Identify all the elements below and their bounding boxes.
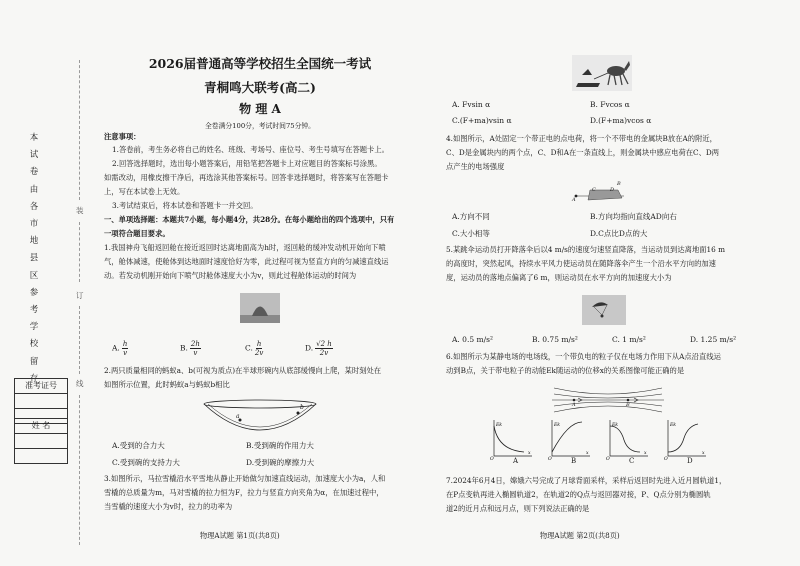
- seal-dashed-line: [79, 306, 80, 374]
- seal-dashed-line: [79, 395, 80, 545]
- note-1: 1.答卷前，考生务必将自己的姓名、班级、考场号、座位号、考生号填写在答题卡上。: [112, 145, 389, 154]
- binding-char: 试: [29, 150, 39, 161]
- exam-subtitle: 青桐鸣大联考(高二): [204, 80, 316, 95]
- graph-option-labels: [505, 457, 725, 467]
- notes-list: [104, 143, 422, 213]
- q5-option-b[interactable]: B. 0.75 m/s²: [532, 335, 578, 344]
- ant-a-mark: a: [236, 413, 240, 420]
- q4-label-b: B: [617, 181, 621, 187]
- page-2-footer: 物理A试题 第2页(共8页): [540, 531, 620, 540]
- binding-vertical-text: [27, 130, 41, 388]
- graph-label-b[interactable]: B: [571, 457, 577, 465]
- question-3-stem: 3.如图所示，马拉雪橇沿水平雪地从静止开始做匀加速直线运动，加速度大小为a，人和 雪橇的总质量为m，马对雪橇的拉力恒为F，拉力与竖直方向夹角为α，在加速过程中， 当雪橇的速度大小为v时，拉力的功率为: [104, 474, 386, 511]
- binding-char: 卷: [29, 167, 39, 178]
- parachute-photo: [582, 295, 626, 325]
- note-2: 2.回答选择题时，选出每小题答案后，用铅笔把答题卡上对应题目的答案标号涂黑。: [112, 159, 382, 168]
- score-note: 全卷满分100分，考试时间75分钟。: [205, 122, 315, 130]
- binding-char: 区: [29, 270, 39, 281]
- exam-number-label: 准考证号: [15, 379, 67, 394]
- horse-sleigh-figure: [572, 55, 632, 91]
- origin-label: O: [664, 457, 668, 460]
- q2-option-b[interactable]: B.受到碗的作用力大: [246, 441, 314, 450]
- q4-label-a: A: [572, 197, 576, 203]
- graph-label-a[interactable]: A: [513, 457, 519, 465]
- exam-title: 2026届普通高等学校招生全国统一考试: [148, 56, 372, 71]
- axis-x-label: x: [586, 451, 589, 456]
- question-4-stem: 4.如图所示，A处固定一个带正电的点电荷，将一个不带电的金属块B放在A的附近， C、D是金属块内的两个点，C、D和A在一条直线上，则金属块中感应电荷在C、D两 点产生的电场强度: [446, 134, 720, 171]
- q5-option-c[interactable]: C. 1 m/s²: [612, 335, 646, 344]
- binding-char: 参: [29, 287, 39, 298]
- axis-x-label: x: [644, 451, 647, 456]
- note-2-end: 上，写在本试卷上无效。: [104, 187, 185, 196]
- q4-option-b[interactable]: B.方向均指向直线AD向右: [590, 212, 677, 221]
- question-5-stem: 5.某跳伞运动员打开降落伞后以4 m/s的速度匀速竖直降落，当运动员到达离地面16 m 的高度时，突然起风，持续水平风力使运动员在随降落伞产生一个沿水平方向的加速 度，运动员的落地点偏离了6 m，则运动员在水平方向的加速度大小为: [446, 245, 726, 282]
- origin-label: O: [490, 457, 494, 460]
- q2-option-d[interactable]: D.受到碗的摩擦力大: [246, 458, 315, 467]
- question-2-stem: 2.两只质量相同的蚂蚁a、b(可视为质点)在半球形碗内从底部缓慢向上爬，某时刻处在 如图所示位置，此时蚂蚁a与蚂蚁b相比: [104, 366, 382, 389]
- q1-option-d[interactable]: D. $\frac{√2 h}{2v}$: [305, 340, 332, 357]
- ek-x-graphs: [490, 420, 730, 478]
- graph-curve: [668, 424, 698, 452]
- q4-option-c[interactable]: C.大小相等: [452, 229, 490, 238]
- q2-option-c[interactable]: C.受到碗的支持力大: [112, 458, 180, 467]
- name-label: 姓 名: [15, 419, 67, 434]
- q5-option-d[interactable]: D. 1.25 m/s²: [690, 335, 737, 344]
- binding-char: 存: [29, 373, 39, 384]
- name-box[interactable]: [14, 418, 68, 464]
- q3-option-d[interactable]: D.(F+ma)vcos α: [590, 116, 652, 125]
- capsule-photo: [240, 293, 280, 323]
- question-6-stem: 6.如图所示为某静电场的电场线，一个带负电的粒子仅在电场力作用下从A点沿直线运 动到B点，关于带电粒子的动能Ek随运动的位移x的关系图像可能正确的是: [446, 352, 721, 375]
- binding-char: 地: [29, 236, 39, 247]
- binding-char: 留: [29, 356, 39, 367]
- ek-x-graph-c: [606, 420, 650, 460]
- question-1-stem: 1.我国神舟飞船返回舱在接近返回时达离地面高为h时，返回舱的缓冲发动机开始向下喷 气，舱体减速，使舱体到达地面时速度恰好为零，此过程可视为竖直方向的匀减速直线运 动。若发动机刚开始向下喷气时舱体速度大小为v，则此过程舱体运动的时间为: [104, 243, 389, 280]
- seal-char-ding: 订: [76, 291, 84, 300]
- binding-char: 由: [29, 184, 39, 195]
- binding-char: 本: [29, 133, 39, 143]
- axis-x-label: x: [528, 451, 531, 456]
- graph-label-c[interactable]: C: [629, 457, 635, 465]
- subject-title: 物 理 A: [239, 102, 281, 116]
- q1-option-c[interactable]: C. $\frac{h}{2v}$: [245, 340, 264, 357]
- question-7-stem: 7.2024年6月4日，嫦娥六号完成了月球背面采样，采样后返回时先进入近月圆轨道1， 在P点变轨再进入椭圆轨道2，在轨道2的Q点与返回器对接，P、Q点分别为椭圆轨 道2的近月点和远月点，则下列说法正确的是: [446, 476, 727, 513]
- origin-label: O: [606, 457, 610, 460]
- seal-char-zhuang: 装: [76, 206, 84, 215]
- q3-option-c[interactable]: C.(F+ma)vsin α: [452, 116, 512, 125]
- q1-option-a[interactable]: A. $\frac{h}{v}$: [112, 340, 128, 357]
- q5-option-a[interactable]: A. 0.5 m/s²: [452, 335, 493, 344]
- seal-dashed-line: [79, 222, 80, 282]
- ek-x-graph-b: [548, 420, 592, 460]
- binding-char: 学: [29, 322, 39, 333]
- q3-option-b[interactable]: B. Fvcos α: [590, 100, 630, 109]
- note-2-cont: 如需改动，用橡皮擦干净后，再选涂其他答案标号。回答非选择题时，将答案写在答题卡: [104, 173, 389, 182]
- seal-dashed-line: [79, 60, 80, 200]
- ek-x-graph-d: [664, 420, 708, 460]
- axis-y-label: Ek: [554, 423, 561, 428]
- q6-label-b: B: [626, 402, 630, 408]
- axis-y-label: Ek: [670, 423, 677, 428]
- q4-option-a[interactable]: A.方向不同: [452, 212, 490, 221]
- ek-x-graph-a: [490, 420, 534, 460]
- note-3: 3.考试结束后，将本试卷和答题卡一并交回。: [112, 201, 258, 210]
- section-1-heading: 一、单项选择题：本题共7小题，每小题4分，共28分。在每小题给出的四个选项中，只有 一项符合题目要求。: [104, 215, 395, 238]
- page-1-footer: 物理A试题 第1页(共8页): [200, 531, 280, 540]
- axis-y-label: Ek: [496, 423, 503, 428]
- axis-x-label: x: [702, 451, 705, 456]
- binding-char: 市: [29, 219, 39, 230]
- seal-char-xian: 线: [76, 379, 84, 388]
- q4-option-d[interactable]: D.C点比D点的大: [590, 229, 648, 238]
- graph-curve: [610, 426, 640, 452]
- q1-option-b[interactable]: B. $\frac{2h}{v}$: [180, 340, 200, 357]
- graph-label-d[interactable]: D: [687, 457, 693, 465]
- binding-char: 各: [29, 201, 39, 212]
- binding-char: 考: [29, 305, 39, 316]
- q4-label-d: D: [610, 187, 615, 193]
- axis-y-label: Ek: [612, 423, 619, 428]
- q3-option-a[interactable]: A. Fvsin α: [452, 100, 491, 109]
- notes-title: 注意事项：: [104, 132, 141, 141]
- field-lines-figure: [548, 382, 668, 418]
- ant-b-mark: b: [300, 404, 304, 411]
- binding-char: 校: [29, 339, 39, 350]
- q6-label-a: A: [572, 402, 576, 408]
- q2-option-a[interactable]: A.受到的合力大: [112, 441, 165, 450]
- charge-block-figure: [570, 182, 630, 204]
- binding-char: 县: [29, 253, 39, 264]
- q4-label-c: C: [592, 187, 596, 193]
- origin-label: O: [548, 457, 552, 460]
- graph-curve: [494, 426, 524, 452]
